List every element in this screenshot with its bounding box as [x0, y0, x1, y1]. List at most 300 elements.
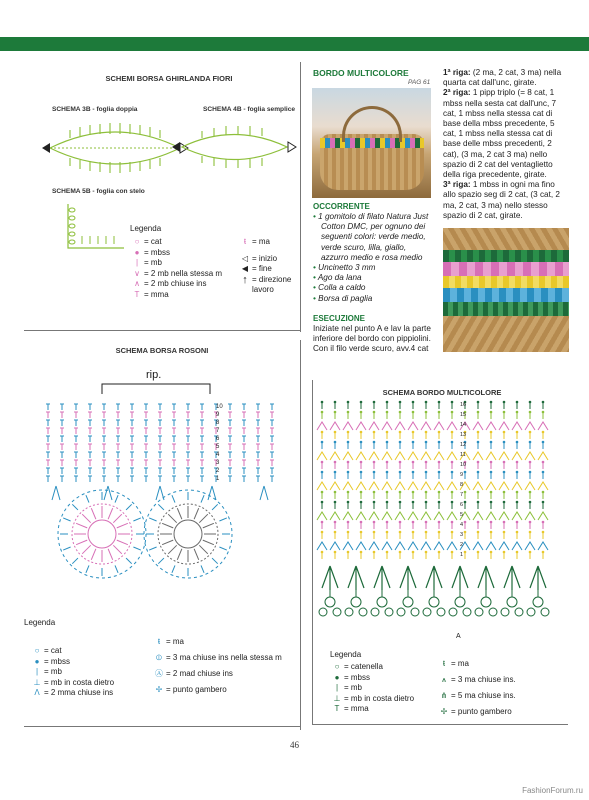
picot-loop	[325, 597, 335, 607]
rosoni-title: SCHEMA BORSA ROSONI	[24, 344, 300, 358]
leaf-diagram-5b	[62, 202, 132, 258]
row-number: 5	[216, 444, 220, 450]
fan-mark	[525, 452, 535, 460]
stitch-top	[347, 551, 350, 554]
ghirlanda-title: SCHEMI BORSA GHIRLANDA FIORI	[48, 72, 290, 86]
stitch-top	[503, 471, 506, 474]
fan-mark	[538, 482, 548, 490]
row-number: 1	[216, 476, 220, 482]
legend-item: ● = mbss	[130, 248, 222, 259]
legend-item: ⩚ = 3 ma chiuse ins.	[437, 672, 516, 688]
stitch-top	[438, 431, 441, 434]
arrow-up-icon: ↑	[242, 273, 248, 286]
picot-loop	[489, 608, 497, 616]
fan-mark	[317, 422, 327, 430]
fan-mark	[473, 542, 483, 550]
fan-mark	[408, 482, 418, 490]
leaf-diagram-3b	[40, 118, 190, 178]
fan-mark	[499, 422, 509, 430]
list-item: • Uncinetto 3 mm	[313, 263, 376, 273]
stitch-top	[477, 441, 480, 444]
stitch-top	[360, 521, 363, 524]
fan-mark	[499, 542, 509, 550]
legend-item: ŧ = ma	[238, 237, 300, 248]
fan-mark	[382, 542, 392, 550]
stitch-top	[399, 431, 402, 434]
fan-mark	[538, 542, 548, 550]
stitch-top	[334, 441, 337, 444]
stitch-top	[542, 531, 545, 534]
stitch-top	[321, 411, 324, 414]
stitch-top	[438, 501, 441, 504]
rosette-spoke	[72, 558, 78, 564]
rosoni-divider-right	[300, 340, 301, 730]
row-number: 15	[460, 412, 467, 418]
stitch-top	[451, 501, 454, 504]
stitch-top	[464, 501, 467, 504]
esecuzione-text: Iniziate nel punto A e lav la parte inferiore del bordo con pippiolini. Con il filo verde scuro, avv.4 cat	[313, 324, 431, 354]
row-number: 2	[216, 468, 220, 474]
stitch-top	[438, 551, 441, 554]
fan-mark	[421, 512, 431, 520]
stitch-top	[347, 401, 350, 404]
fan-mark	[343, 482, 353, 490]
rosette-spoke	[63, 547, 70, 550]
rosoni-legend-left	[30, 646, 114, 699]
row-number: 2	[460, 542, 464, 548]
stitch-top	[477, 401, 480, 404]
legend-item: ◁ = inizio	[238, 254, 300, 265]
stitch-top	[360, 431, 363, 434]
bottom-fan	[504, 566, 520, 590]
legend-item: | = mb	[330, 683, 414, 694]
pink-band	[443, 262, 569, 276]
rosette-spoke	[82, 545, 90, 553]
fan-mark	[343, 422, 353, 430]
stitch-top	[347, 471, 350, 474]
stitch-top	[321, 531, 324, 534]
rosette-spoke	[158, 504, 164, 510]
stitch-top	[412, 471, 415, 474]
fan-mark	[434, 422, 444, 430]
fan-mark	[447, 452, 457, 460]
legend-item: ⊥ = mb in costa dietro	[30, 678, 114, 689]
stitch-top	[503, 411, 506, 414]
legend-item: ⋔ = 5 ma chiuse ins.	[437, 688, 516, 704]
rosette-spoke	[72, 504, 78, 510]
stitch-top	[451, 551, 454, 554]
dark-green-band	[443, 302, 569, 316]
rosette-spoke	[108, 508, 113, 519]
stitch-top	[529, 501, 532, 504]
legend-item: ● = mbss	[30, 657, 114, 668]
fan-mark	[330, 542, 340, 550]
stitch-top	[425, 501, 428, 504]
stitch-top	[425, 441, 428, 444]
bordo-legend-left	[330, 662, 414, 715]
rosette-spoke	[115, 565, 118, 572]
picot-loop	[541, 608, 549, 616]
fan-mark	[486, 422, 496, 430]
stitch-top	[490, 461, 493, 464]
fan-mark	[486, 542, 496, 550]
stitch-top	[399, 531, 402, 534]
picot-loop	[501, 608, 509, 616]
stitch-top	[529, 521, 532, 524]
stitch-top	[542, 401, 545, 404]
bottom-fan	[322, 566, 338, 590]
fan-mark	[343, 542, 353, 550]
legend-item: | = mb	[130, 258, 222, 269]
stitch-top	[438, 411, 441, 414]
fan-mark	[525, 542, 535, 550]
stitch-top	[425, 471, 428, 474]
stitch-top	[386, 431, 389, 434]
stitch-top	[542, 461, 545, 464]
legend-item: Λ = 2 mma chiuse ins	[30, 688, 114, 699]
chain-icon: ○	[134, 237, 140, 246]
fan-mark	[317, 452, 327, 460]
fan-mark	[369, 512, 379, 520]
decrease-icon: ∧	[134, 279, 140, 288]
stitch-top	[399, 551, 402, 554]
legend-item: ○ = catenella	[330, 662, 414, 673]
stitch-top	[399, 471, 402, 474]
stitch-top	[399, 411, 402, 414]
fan-mark	[486, 512, 496, 520]
stitch-top	[477, 461, 480, 464]
product-photo-bag	[312, 88, 431, 198]
fan-mark	[369, 542, 379, 550]
stitch-top	[529, 411, 532, 414]
stitch-top	[438, 531, 441, 534]
list-item: • Borsa di paglia	[313, 293, 373, 303]
stitch-top	[425, 491, 428, 494]
stitch-top	[438, 461, 441, 464]
stitch-top	[503, 431, 506, 434]
bottom-fan	[452, 566, 468, 590]
stitch-top	[373, 551, 376, 554]
stitch-top	[321, 431, 324, 434]
stitch-top	[529, 431, 532, 434]
stitch-top	[360, 401, 363, 404]
fan-mark	[512, 542, 522, 550]
ghirlanda-legend-title: Legenda	[130, 224, 162, 233]
picot-loop	[475, 608, 483, 616]
picot-loop	[533, 597, 543, 607]
stitch-top	[373, 441, 376, 444]
fan-mark	[382, 452, 392, 460]
fan-mark	[421, 422, 431, 430]
picot-loop	[411, 608, 419, 616]
stitch-top	[386, 491, 389, 494]
row-number: 3	[216, 460, 220, 466]
fan-mark	[395, 482, 405, 490]
chain-icon: ○	[34, 646, 40, 655]
stitch-top	[542, 551, 545, 554]
rosette-inner	[174, 520, 202, 548]
fan-mark	[538, 422, 548, 430]
stitch-top	[438, 401, 441, 404]
fan-mark	[408, 452, 418, 460]
fan-mark	[434, 482, 444, 490]
stitch-top	[490, 411, 493, 414]
legend-item: ŧ = ma	[152, 634, 282, 650]
stitch-top	[347, 491, 350, 494]
bordo-diagram	[316, 398, 562, 648]
fan-mark	[525, 482, 535, 490]
stitch-top	[490, 441, 493, 444]
stitch-top	[386, 501, 389, 504]
stitch-top	[477, 521, 480, 524]
stitch-top	[425, 531, 428, 534]
legend-item: | = mb	[30, 667, 114, 678]
fan-mark	[395, 542, 405, 550]
stitch-top	[386, 521, 389, 524]
rosoni-diagram	[40, 394, 286, 594]
stitch-top	[347, 521, 350, 524]
stitch-top	[477, 471, 480, 474]
fan-mark	[434, 542, 444, 550]
stitch-top	[334, 461, 337, 464]
picot-loop	[455, 597, 465, 607]
stitch-top	[542, 501, 545, 504]
half-double-icon: T	[134, 289, 140, 299]
stitch-top	[373, 411, 376, 414]
stitch-top	[516, 501, 519, 504]
stitch-mark	[104, 486, 112, 500]
stitch-top	[516, 441, 519, 444]
fan-mark	[317, 512, 327, 520]
rosette-spoke	[199, 545, 207, 553]
legend-item: ŧ = ma	[437, 656, 516, 672]
slip-stitch-icon: ●	[34, 656, 40, 666]
stitch-top	[490, 431, 493, 434]
stitch-top	[516, 431, 519, 434]
rosette-spoke	[219, 518, 226, 521]
ghirlanda-legend-left	[130, 237, 222, 300]
stitch-top	[347, 501, 350, 504]
fan-mark	[538, 512, 548, 520]
stitch-top	[412, 521, 415, 524]
stitch-mark	[260, 486, 268, 500]
picot-loop	[449, 608, 457, 616]
stitch-top	[373, 501, 376, 504]
stitch-top	[321, 551, 324, 554]
stitch-top	[516, 461, 519, 464]
stitch-top	[334, 401, 337, 404]
stitch-top	[399, 491, 402, 494]
back-loop-icon: ⊥	[33, 677, 41, 687]
picot-loop	[345, 608, 353, 616]
stitch-top	[412, 411, 415, 414]
stitch-top	[425, 401, 428, 404]
stitch-top	[373, 491, 376, 494]
crab-stitch-icon: ✢	[440, 707, 448, 716]
picot-loop	[481, 597, 491, 607]
page-number: 46	[290, 740, 299, 750]
product-photo-border-detail	[443, 228, 569, 352]
list-item: • Ago da lana	[313, 273, 362, 283]
stitch-top	[516, 531, 519, 534]
legend-item: ↑ = direzione lavoro	[238, 275, 300, 296]
legend-item: ● = mbss	[330, 673, 414, 684]
row-number: 4	[460, 522, 464, 528]
row-instruction: 2ª riga: 1 pipp triplo (= 8 cat, 1 mbss nella sesta cat dall'unc, 7 cat, 1 mbss nella stessa cat di base della mbss precedente, 5 cat, 1 mbss nella stessa cat di base delle mbss precedenti, 2 cat), (3 ma, 2 cat 3 ma) nello spazio di 2 cat del ventaglietto della riga precedente, girate.	[443, 88, 557, 180]
leaf-diagram-4b	[172, 122, 297, 172]
fan-mark	[395, 452, 405, 460]
fan-mark	[369, 452, 379, 460]
stitch-top	[438, 521, 441, 524]
stitch-top	[438, 441, 441, 444]
occorrente-title: OCCORRENTE	[313, 202, 370, 211]
stitch-top	[347, 461, 350, 464]
rosette-spoke	[212, 558, 218, 564]
picot-loop	[429, 597, 439, 607]
stitch-top	[490, 471, 493, 474]
fan-mark	[395, 512, 405, 520]
fan-mark	[343, 512, 353, 520]
stitch-top	[477, 551, 480, 554]
fan-mark	[421, 482, 431, 490]
stitch-top	[347, 411, 350, 414]
single-crochet-icon: |	[135, 258, 139, 267]
fan-mark	[369, 482, 379, 490]
legend-item: ✢ = punto gambero	[437, 704, 516, 720]
bottom-fan	[426, 566, 442, 590]
stitch-top	[334, 501, 337, 504]
legend-item: Ⓐ = 2 mad chiuse ins	[152, 666, 282, 682]
rosette-spoke	[168, 545, 176, 553]
rosette-spoke	[162, 540, 173, 545]
legend-item: ◀ = fine	[238, 264, 300, 275]
fan-mark	[382, 482, 392, 490]
rosette-spoke	[149, 518, 156, 521]
rosette-spoke	[149, 547, 156, 550]
legend-item: ∨ = 2 mb nella stessa m	[130, 269, 222, 280]
bottom-fan	[478, 566, 494, 590]
double-crochet-icon: ŧ	[157, 637, 161, 646]
fan-mark	[395, 422, 405, 430]
stitch-top	[334, 471, 337, 474]
rosette-spoke	[168, 514, 176, 522]
ghirlanda-legend-right	[238, 237, 300, 296]
fan-mark	[538, 452, 548, 460]
straw-texture	[443, 228, 569, 250]
stitch-top	[360, 441, 363, 444]
stitch-top	[464, 471, 467, 474]
row-instruction: 1ª riga: (2 ma, 2 cat, 3 ma) nella quarta cat dall'unc, girate.	[443, 68, 562, 88]
stitch-top	[451, 431, 454, 434]
chain-icon: ○	[334, 662, 340, 671]
rosette-spoke	[201, 565, 204, 572]
stitch-top	[503, 521, 506, 524]
stitch-top	[490, 501, 493, 504]
stitch-top	[451, 411, 454, 414]
picot-loop	[527, 608, 535, 616]
picot-loop	[351, 597, 361, 607]
fan-mark	[330, 482, 340, 490]
schema-3b-label: SCHEMA 3B - foglia doppia	[52, 106, 138, 113]
stitch-top	[399, 501, 402, 504]
stitch-top	[386, 471, 389, 474]
stitch-top	[334, 551, 337, 554]
stitch-top	[529, 491, 532, 494]
stitch-top	[334, 531, 337, 534]
rosette-spoke	[126, 504, 132, 510]
stitch-top	[542, 471, 545, 474]
fan-mark	[408, 512, 418, 520]
half-double-icon: T	[334, 704, 340, 713]
stitch-top	[529, 441, 532, 444]
stitch-top	[321, 471, 324, 474]
rosette-spoke	[91, 549, 96, 560]
page-ref: PAG 61	[408, 79, 431, 86]
stitch-top	[516, 551, 519, 554]
divider-bottom	[24, 330, 300, 331]
rosette-spoke	[203, 523, 214, 528]
fan-mark	[330, 422, 340, 430]
list-item: • Colla a caldo	[313, 283, 366, 293]
stitch-top	[425, 431, 428, 434]
rosette-spoke	[172, 565, 175, 572]
green-band	[443, 250, 569, 262]
stitch-top	[490, 401, 493, 404]
stitch-top	[477, 531, 480, 534]
row-number: 5	[460, 512, 464, 518]
rosoni-divider-bottom	[24, 726, 300, 727]
picot-loop	[515, 608, 523, 616]
stitch-top	[490, 521, 493, 524]
legend-item: ⊥ = mb in costa dietro	[330, 694, 414, 705]
esecuzione-title: ESECUZIONE	[313, 314, 366, 323]
row-number: 1	[460, 552, 464, 558]
legend-item: ⦶ = 3 ma chiuse ins nella stessa m	[152, 650, 282, 666]
bordo-legend-title: Legenda	[330, 650, 362, 659]
fan-mark	[447, 542, 457, 550]
rosette-spoke	[76, 540, 87, 545]
stitch-top	[373, 531, 376, 534]
rosette-spoke	[199, 514, 207, 522]
double-crochet-icon: ŧ	[243, 237, 247, 246]
fan-mark	[434, 512, 444, 520]
stitch-top	[464, 531, 467, 534]
stitch-top	[360, 491, 363, 494]
fan-mark	[473, 452, 483, 460]
fan-mark	[356, 542, 366, 550]
fan-mark	[408, 422, 418, 430]
row-number: 10	[216, 404, 223, 410]
divider-right	[300, 62, 301, 332]
fan-mark	[330, 512, 340, 520]
row-number: 4	[216, 452, 220, 458]
stitch-top	[542, 441, 545, 444]
crab-stitch-icon: ✢	[155, 685, 163, 694]
blue-band	[443, 288, 569, 302]
stitch-top	[347, 441, 350, 444]
stitch-top	[412, 461, 415, 464]
bag-handle	[342, 106, 402, 142]
yellow-band	[443, 276, 569, 288]
stitch-top	[516, 521, 519, 524]
bottom-fan	[530, 566, 546, 590]
legend-item: ∧ = 2 mb chiuse ins	[130, 279, 222, 290]
fan-mark	[382, 512, 392, 520]
fan-mark	[421, 542, 431, 550]
row-number: 9	[216, 412, 220, 418]
stitch-mark	[52, 486, 60, 500]
fan-mark	[317, 542, 327, 550]
